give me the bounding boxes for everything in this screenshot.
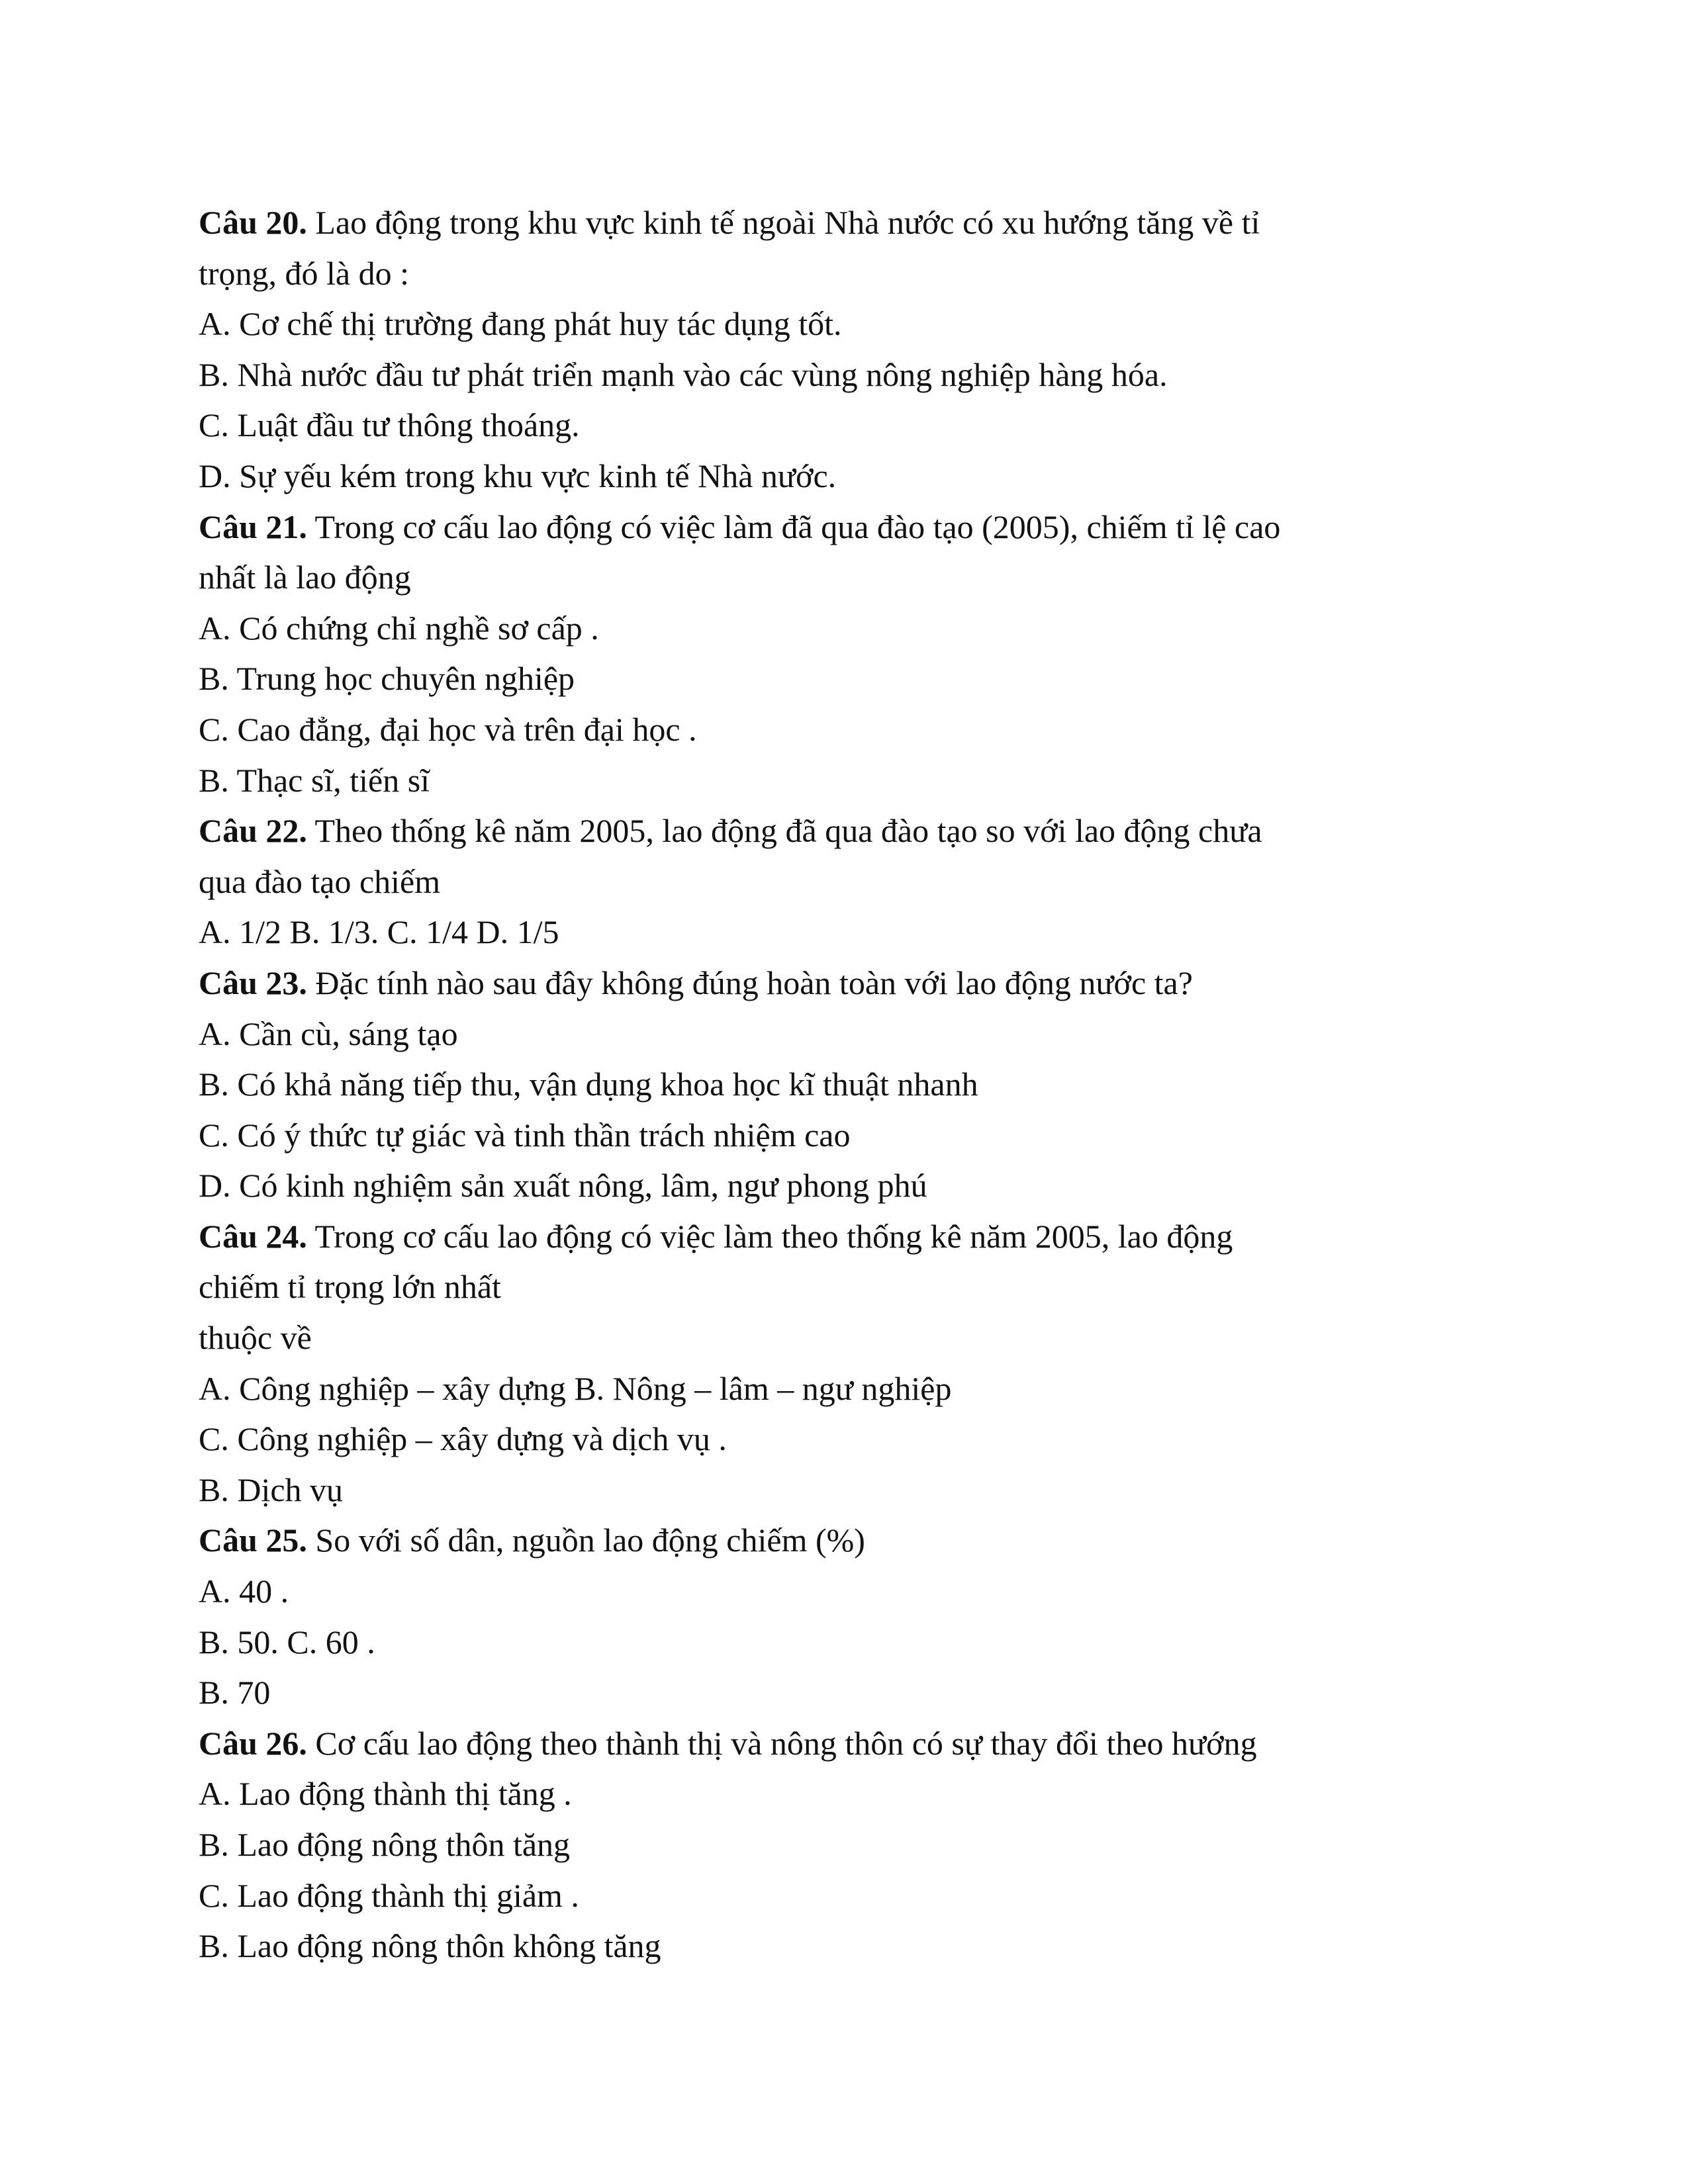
question-text: Theo thống kê năm 2005, lao động đã qua đào tạo so với lao động chưa xyxy=(306,812,1262,850)
question-stem-line xyxy=(199,1515,1509,1566)
question-text: So với số dân, nguồn lao động chiếm (%) xyxy=(306,1522,865,1559)
question-text: Trong cơ cấu lao động có việc làm theo thống kê năm 2005, lao động xyxy=(306,1217,1233,1255)
document-page xyxy=(199,197,1509,1972)
question-label: Câu 20. xyxy=(199,204,307,241)
answer-option: A. Có chứng chỉ nghề sơ cấp . xyxy=(199,609,599,647)
answer-option: D. Sự yếu kém trong khu vực kinh tế Nhà nước. xyxy=(199,457,837,494)
answer-option: A. Cơ chế thị trường đang phát huy tác dụng tốt. xyxy=(199,305,842,343)
answer-option: A. Cần cù, sáng tạo xyxy=(199,1015,458,1052)
question-text: Đặc tính nào sau đây không đúng hoàn toàn với lao động nước ta? xyxy=(306,964,1193,1001)
question-stem-line xyxy=(199,197,1509,248)
question-label: Câu 23. xyxy=(199,964,307,1001)
answer-option: C. Có ý thức tự giác và tinh thần trách nhiệm cao xyxy=(199,1116,851,1154)
question-label: Câu 25. xyxy=(199,1522,307,1559)
question-23 xyxy=(199,958,1509,1211)
question-24 xyxy=(199,1211,1509,1516)
question-26 xyxy=(199,1718,1509,1972)
question-stem-line: thuộc về xyxy=(199,1319,312,1357)
question-text: Lao động trong khu vực kinh tế ngoài Nhà nước có xu hướng tăng về tỉ xyxy=(306,204,1260,241)
question-label: Câu 24. xyxy=(199,1217,307,1255)
answer-option: B. Có khả năng tiếp thu, vận dụng khoa học kĩ thuật nhanh xyxy=(199,1066,978,1103)
answer-option: A. Công nghiệp – xây dựng B. Nông – lâm – ngư nghiệp xyxy=(199,1369,952,1407)
answer-option: B. 70 xyxy=(199,1674,271,1711)
answer-option: B. 50. C. 60 . xyxy=(199,1623,375,1661)
question-20 xyxy=(199,197,1509,502)
answer-option: A. 40 . xyxy=(199,1572,289,1610)
question-stem-line xyxy=(199,1211,1509,1262)
answer-option: C. Luật đầu tư thông thoáng. xyxy=(199,406,580,444)
question-stem-line xyxy=(199,805,1509,856)
question-stem-line: qua đào tạo chiếm xyxy=(199,862,441,900)
question-25 xyxy=(199,1515,1509,1717)
answer-option: B. Trung học chuyên nghiệp xyxy=(199,660,575,698)
question-stem-line: chiếm tỉ trọng lớn nhất xyxy=(199,1268,501,1306)
question-stem-line xyxy=(199,502,1509,553)
answer-option: A. Lao động thành thị tăng . xyxy=(199,1775,572,1813)
question-stem-line xyxy=(199,958,1509,1009)
answer-option: B. Lao động nông thôn không tăng xyxy=(199,1927,661,1965)
question-text: Cơ cấu lao động theo thành thị và nông thôn có sự thay đổi theo hướng xyxy=(306,1724,1257,1762)
answer-option: C. Công nghiệp – xây dựng và dịch vụ . xyxy=(199,1420,727,1458)
question-text: Trong cơ cấu lao động có việc làm đã qua đào tạo (2005), chiếm tỉ lệ cao xyxy=(306,508,1281,545)
question-stem-line: trọng, đó là do : xyxy=(199,254,410,292)
question-stem-line xyxy=(199,1718,1509,1769)
question-21 xyxy=(199,502,1509,806)
answer-option: B. Lao động nông thôn tăng xyxy=(199,1826,571,1863)
answer-option: C. Lao động thành thị giảm . xyxy=(199,1876,579,1914)
question-stem-line: nhất là lao động xyxy=(199,559,411,596)
question-label: Câu 21. xyxy=(199,508,307,545)
answer-option: D. Có kinh nghiệm sản xuất nông, lâm, ngư phong phú xyxy=(199,1167,927,1205)
answer-option: B. Thạc sĩ, tiến sĩ xyxy=(199,761,430,799)
answer-option: A. 1/2 B. 1/3. C. 1/4 D. 1/5 xyxy=(199,913,559,951)
question-22 xyxy=(199,805,1509,958)
question-label: Câu 22. xyxy=(199,812,307,850)
answer-option: B. Dịch vụ xyxy=(199,1471,344,1508)
answer-option: C. Cao đẳng, đại học và trên đại học . xyxy=(199,710,697,748)
question-label: Câu 26. xyxy=(199,1724,307,1762)
answer-option: B. Nhà nước đầu tư phát triển mạnh vào các vùng nông nghiệp hàng hóa. xyxy=(199,355,1168,393)
